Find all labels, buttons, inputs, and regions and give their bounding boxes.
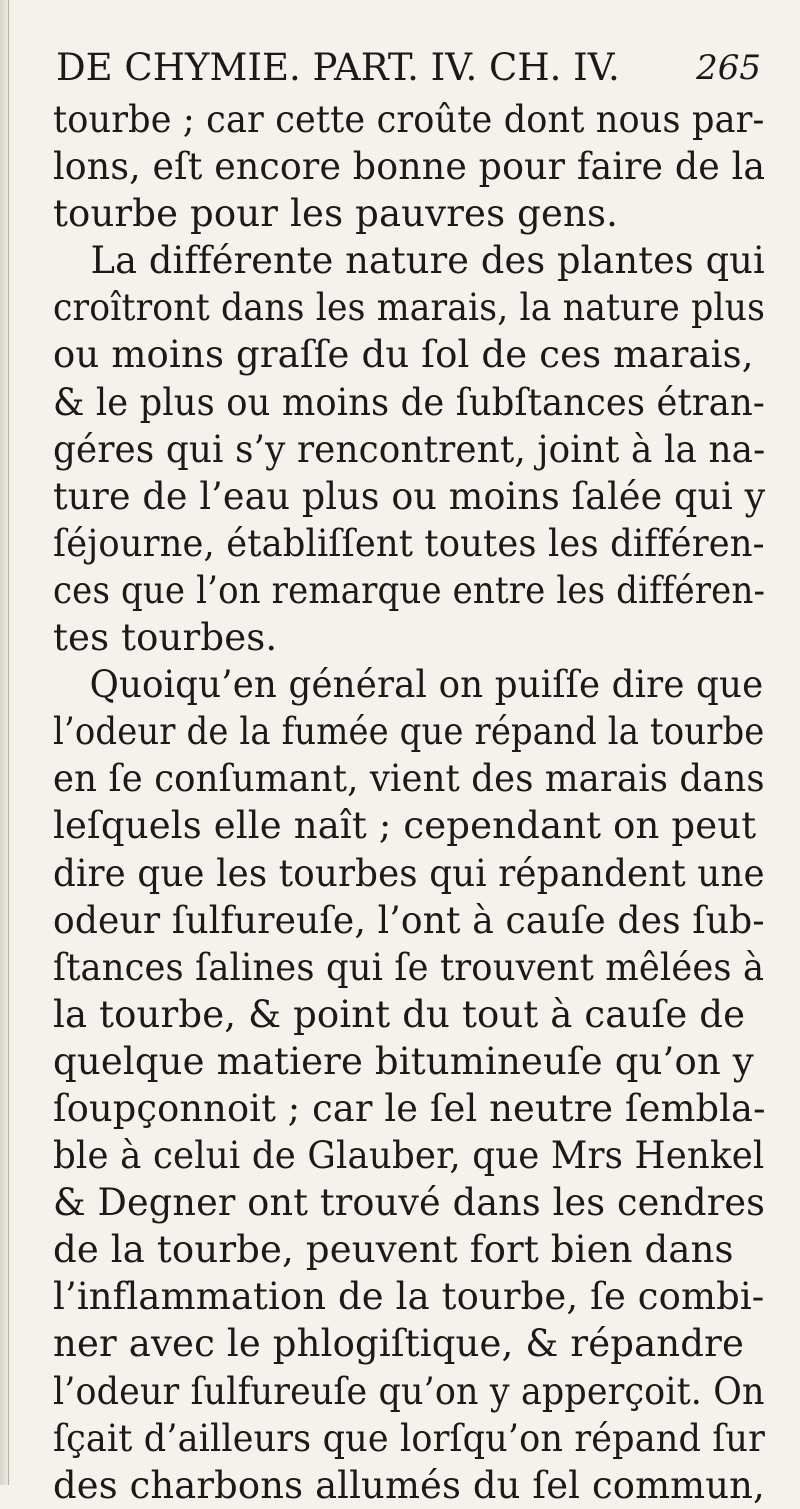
text-line: ſtances ſalines qui ſe trouvent mêlées à [53, 945, 765, 989]
text-line: odeur ſulfureuſe, l’ont à cauſe des ſub- [53, 898, 765, 942]
text-line: La différente nature des plantes qui [90, 239, 765, 283]
text-line: ble à celui de Glauber, que Mrs Henkel [53, 1134, 765, 1178]
page-number: 265 [696, 48, 761, 88]
text-line: & le plus ou moins de ſubſtances étran- [53, 380, 765, 424]
text-line: tourbe pour les pauvres gens. [53, 192, 619, 236]
text-line: l’odeur de la fumée que répand la tourbe [53, 710, 765, 754]
text-line: ner avec le phlogiſtique, & répandre [53, 1322, 745, 1366]
page-header [56, 42, 761, 94]
text-line: ſçait d’ailleurs que lorſqu’on répand ſur [53, 1416, 766, 1460]
text-line: ou moins graſſe du ſol de ces marais, [53, 333, 754, 377]
text-line: l’inflammation de la tourbe, ſe combi- [53, 1275, 765, 1319]
text-line: des charbons allumés du ſel commun, [53, 1463, 765, 1507]
text-line: en ſe conſumant, vient des marais dans [53, 757, 765, 801]
text-line: lons, eſt encore bonne pour faire de la [53, 145, 766, 189]
text-line: ture de l’eau plus ou moins ſalée qui y [53, 474, 766, 518]
text-line: tourbe ; car cette croûte dont nous par- [53, 98, 765, 141]
text-line: Quoiqu’en général on puiſſe dire que [89, 663, 764, 707]
page-edge-line [8, 0, 9, 1485]
text-line: ces que l’on remarque entre les différen- [53, 568, 766, 612]
text-line: leſquels elle naît ; cependant on peut [53, 804, 757, 848]
body-text [53, 96, 773, 1509]
page-gutter-shadow [0, 0, 12, 1485]
text-line: croîtront dans les marais, la nature plus [53, 286, 766, 330]
text-line: de la tourbe, peuvent fort bien dans [53, 1228, 734, 1272]
text-line: dire que les tourbes qui répandent une [53, 851, 765, 895]
text-line: ſoupçonnoit ; car le ſel neutre ſembla- [53, 1086, 766, 1130]
text-line: ſéjourne, établiſſent toutes les différen- [53, 521, 765, 565]
text-line: tes tourbes. [53, 616, 278, 660]
text-line: & Degner ont trouvé dans les cendres [53, 1181, 766, 1225]
text-line: l’odeur ſulfureuſe qu’on y apperçoit. On [53, 1369, 765, 1413]
running-head: DE CHYMIE. PART. IV. CH. IV. [56, 46, 620, 89]
text-line: géres qui s’y rencontrent, joint à la na- [53, 427, 766, 471]
text-line: quelque matiere bitumineuſe qu’on y [53, 1039, 754, 1083]
text-line: la tourbe, & point du tout à cauſe de [53, 992, 746, 1036]
